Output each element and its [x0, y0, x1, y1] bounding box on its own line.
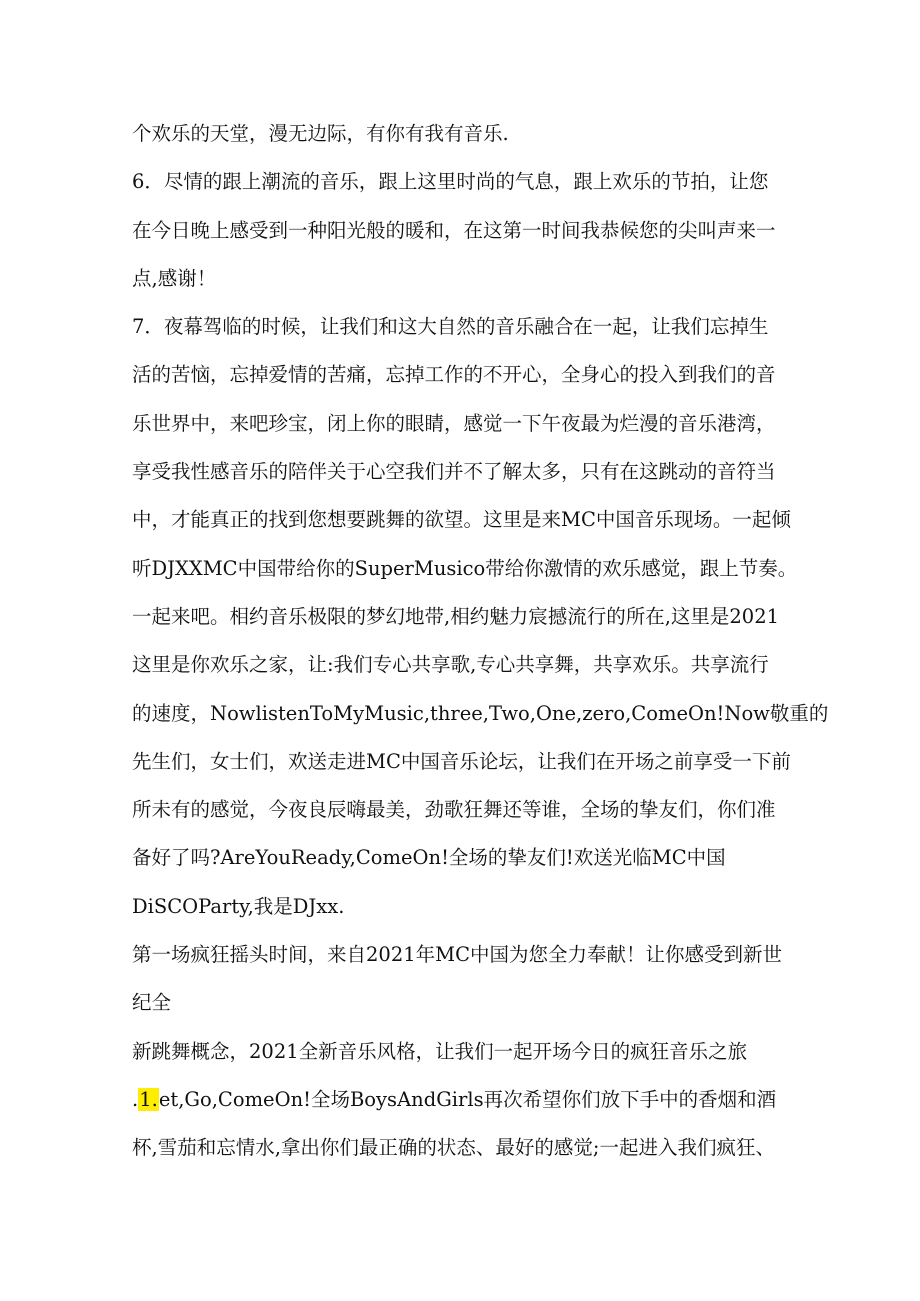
- text-line: 所未有的感觉，今夜良辰嗨最美，劲歌狂舞还等谁，全场的挚友们，你们准: [132, 798, 776, 822]
- text-line-highlighted: [132, 1076, 802, 1124]
- document-body: [132, 110, 829, 1173]
- text-line: 杯,雪茄和忘情水,拿出你们最正确的状态、最好的感觉;一起进入我们疯狂、: [132, 1136, 775, 1160]
- line-prefix: .: [132, 1087, 139, 1111]
- text-line: 纪全: [132, 991, 172, 1015]
- text-line: 在今日晚上感受到一种阳光般的暖和，在这第一时间我恭候您的尖叫声来一: [132, 218, 776, 242]
- text-line: 乐世界中，来吧珍宝，闭上你的眼睛，感觉一下午夜最为烂漫的音乐港湾，: [132, 411, 776, 435]
- text-line: 先生们，女士们，欢送走进MC中国音乐论坛，让我们在开场之前享受一下前: [132, 749, 791, 773]
- text-line: 备好了吗?AreYouReady,ComeOn!全场的挚友们!欢送光临MC中国: [132, 846, 726, 870]
- text-line: 享受我性感音乐的陪伴关于心空我们并不了解太多，只有在这跳动的音符当: [132, 460, 776, 484]
- text-line: 听DJXXMC中国带给你的SuperMusico带给你激情的欢乐感觉，跟上节奏。: [132, 556, 798, 580]
- text-line: 6．尽情的跟上潮流的音乐，跟上这里时尚的气息，跟上欢乐的节拍，让您: [132, 170, 769, 194]
- text-line: 点,感谢！: [132, 266, 217, 290]
- text-line: 这里是你欢乐之家，让:我们专心共享歌,专心共享舞，共享欢乐。共享流行: [132, 653, 769, 677]
- text-line: DiSCOParty,我是DJxx.: [132, 894, 345, 918]
- text-line: 新跳舞概念，2021全新音乐风格，让我们一起开场今日的疯狂音乐之旅: [132, 1039, 748, 1063]
- text-line: 个欢乐的天堂，漫无边际，有你有我有音乐.: [132, 122, 509, 145]
- text-line: 活的苦恼，忘掉爱情的苦痛，忘掉工作的不开心，全身心的投入到我们的音: [132, 363, 776, 387]
- text-line: 7．夜幕驾临的时候，让我们和这大自然的音乐融合在一起，让我们忘掉生: [132, 315, 769, 339]
- text-line: 中，才能真正的找到您想要跳舞的欲望。这里是来MC中国音乐现场。一起倾: [132, 508, 791, 532]
- line-rest: et,Go,ComeOn!全场BoysAndGirls再次希望你们放下手中的香烟和酒: [158, 1087, 777, 1111]
- highlighted-text: 1.: [139, 1087, 158, 1111]
- text-line: 第一场疯狂摇头时间，来自2021年MC中国为您全力奉献！让你感受到新世: [132, 943, 783, 967]
- text-line: 的速度，NowlistenToMyMusic,three,Two,One,zero,ComeOn!Now敬重的: [132, 701, 829, 725]
- text-line: 一起来吧。相约音乐极限的梦幻地带,相约魅力宸撼流行的所在,这里是2021: [132, 604, 780, 628]
